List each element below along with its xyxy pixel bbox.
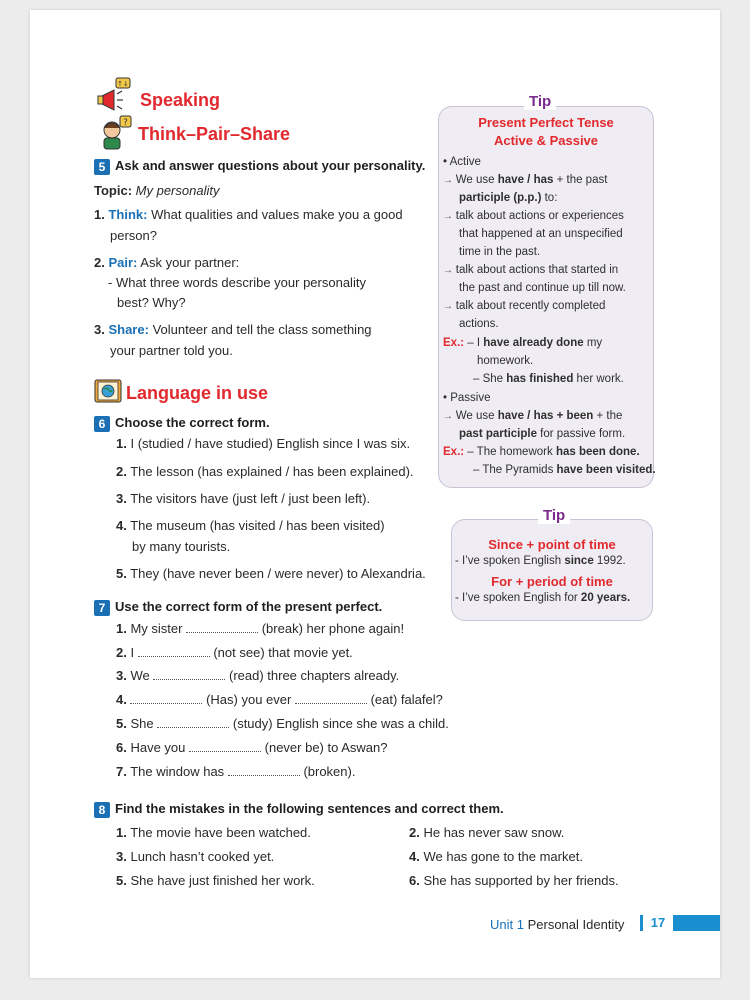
footer-text: Unit 1 Personal Identity — [490, 917, 625, 932]
tip-label: Tip — [524, 93, 556, 110]
exercise-number-badge: 7 — [94, 600, 110, 616]
since-heading: Since + point of time — [488, 537, 616, 552]
active-example-2: – She has finished her work. — [473, 373, 624, 385]
speaking-heading: Speaking — [140, 90, 221, 110]
answer-blank[interactable] — [186, 622, 258, 633]
answer-blank[interactable] — [295, 693, 367, 704]
q6-item-3: 3. The visitors have (just left / just been left). — [116, 491, 371, 506]
q5-item-1-cont: person? — [110, 228, 157, 243]
svg-text:?: ? — [123, 118, 128, 128]
svg-text:↑↓: ↑↓ — [117, 80, 129, 88]
active-rule-2-cont2: time in the past. — [459, 246, 541, 258]
answer-blank[interactable] — [189, 741, 261, 752]
exercise-5-title: 5 Ask and answer questions about your personality. — [94, 158, 425, 175]
q5-item-2-question: - What three words describe your personality — [108, 275, 366, 290]
q7-item-4: 4. (Has) you ever (eat) falafel? — [116, 692, 443, 707]
for-example: - I’ve spoken English for 20 years. — [455, 592, 631, 604]
q6-item-5: 5. They (have never been / were never) to Alexandria. — [116, 566, 426, 581]
thinking-person-icon — [98, 114, 134, 155]
since-example: - I’ve spoken English since 1992. — [455, 555, 626, 567]
q5-item-3-cont: your partner told you. — [110, 343, 233, 358]
q7-item-3: 3. We (read) three chapters already. — [116, 668, 400, 683]
passive-rule-1-cont: past participle for passive form. — [459, 428, 626, 440]
page-number: 17 — [643, 915, 673, 931]
active-rule-4: → talk about recently completed — [443, 300, 606, 312]
passive-label: • Passive — [443, 392, 491, 404]
for-heading: For + period of time — [491, 574, 613, 589]
q7-item-1: 1. My sister (break) her phone again! — [116, 621, 405, 636]
tip-subtitle: Active & Passive — [493, 133, 599, 148]
q5-item-3: 3. Share: Volunteer and tell the class something — [94, 322, 372, 337]
exercise-number-badge: 5 — [94, 159, 110, 175]
q6-item-2: 2. The lesson (has explained / has been explained). — [116, 464, 414, 479]
book-globe-icon — [94, 378, 122, 409]
tip-label: Tip — [538, 507, 570, 524]
active-rule-2-cont: that happened at an unspecified — [459, 228, 623, 240]
megaphone-icon — [96, 76, 134, 117]
active-example-1: Ex.: – I have already done my — [443, 337, 603, 349]
q7-item-7: 7. The window has (broken). — [116, 764, 356, 779]
active-label: • Active — [443, 156, 481, 168]
answer-blank[interactable] — [157, 717, 229, 728]
q8-item-5: 5. She have just finished her work. — [116, 873, 315, 888]
q7-item-5: 5. She (study) English since she was a child. — [116, 716, 449, 731]
passive-rule-1: → We use have / has + been + the — [443, 410, 623, 422]
active-rule-2: → talk about actions or experiences — [443, 210, 624, 222]
exercise-7-title: 7 Use the correct form of the present perfect. — [94, 599, 382, 616]
topic-line: Topic: My personality — [94, 183, 220, 198]
q8-item-3: 3. Lunch hasn’t cooked yet. — [116, 849, 275, 864]
q7-item-2: 2. I (not see) that movie yet. — [116, 645, 353, 660]
answer-blank[interactable] — [130, 693, 202, 704]
q8-item-6: 6. She has supported by her friends. — [409, 873, 619, 888]
passive-example-1: Ex.: – The homework has been done. — [443, 446, 640, 458]
tip-box-since-for — [451, 519, 653, 621]
active-rule-1: → We use have / has + the past — [443, 174, 608, 186]
exercise-number-badge: 8 — [94, 802, 110, 818]
q7-item-6: 6. Have you (never be) to Aswan? — [116, 740, 388, 755]
active-rule-1-cont: participle (p.p.) to: — [459, 192, 558, 204]
q8-item-2: 2. He has never saw snow. — [409, 825, 565, 840]
tip-title: Present Perfect Tense — [478, 115, 614, 130]
textbook-page — [30, 10, 720, 978]
q8-item-4: 4. We has gone to the market. — [409, 849, 583, 864]
active-rule-4-cont: actions. — [459, 318, 499, 330]
q5-item-2: 2. Pair: Ask your partner: — [94, 255, 240, 270]
passive-example-2: – The Pyramids have been visited. — [473, 464, 656, 476]
active-rule-3: → talk about actions that started in — [443, 264, 619, 276]
q6-item-1: 1. I (studied / have studied) English since I was six. — [116, 436, 411, 451]
q6-item-4: 4. The museum (has visited / has been visited) — [116, 518, 385, 533]
think-pair-share-heading: Think–Pair–Share — [138, 124, 291, 144]
language-in-use-heading: Language in use — [126, 383, 269, 403]
q5-item-1: 1. Think: What qualities and values make you a good — [94, 207, 403, 222]
answer-blank[interactable] — [138, 646, 210, 657]
q8-item-1: 1. The movie have been watched. — [116, 825, 311, 840]
q5-item-2-cont: best? Why? — [117, 295, 186, 310]
exercise-8-title: 8 Find the mistakes in the following sentences and correct them. — [94, 801, 504, 818]
q6-item-4-cont: by many tourists. — [132, 539, 231, 554]
active-example-1-cont: homework. — [477, 355, 534, 367]
exercise-6-title: 6 Choose the correct form. — [94, 415, 270, 432]
answer-blank[interactable] — [228, 765, 300, 776]
active-rule-3-cont: the past and continue up till now. — [459, 282, 626, 294]
exercise-number-badge: 6 — [94, 416, 110, 432]
answer-blank[interactable] — [153, 669, 225, 680]
